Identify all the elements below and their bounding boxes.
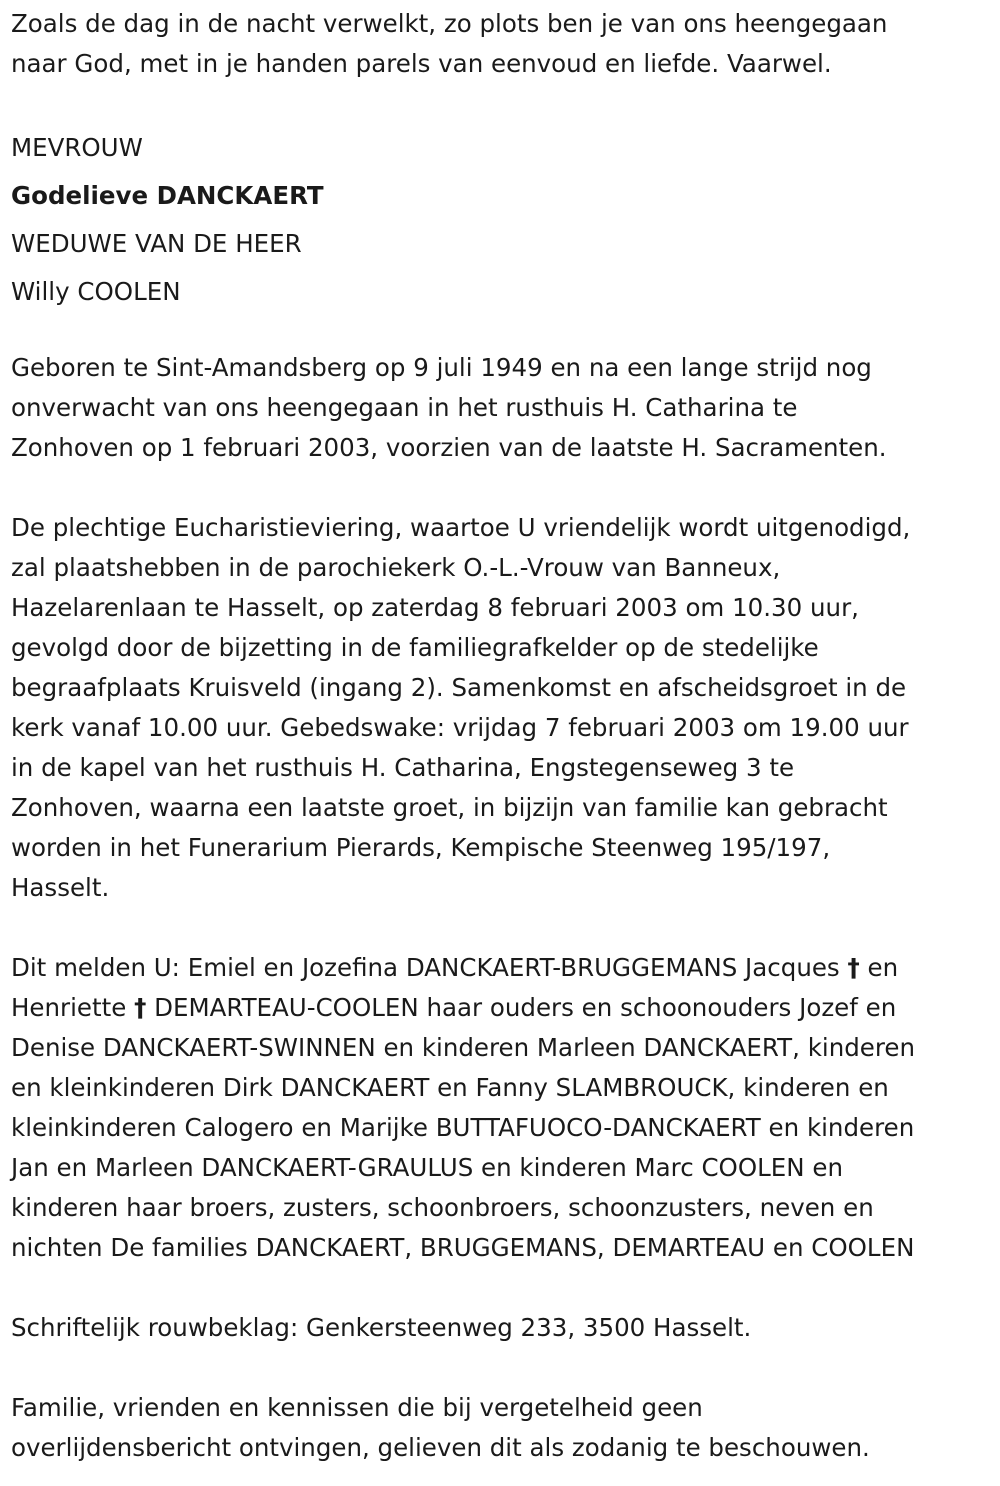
intro-line: Zoals de dag in de nacht verwelkt, zo plots ben je van ons heengegaan <box>11 9 888 38</box>
spacer <box>11 1268 985 1308</box>
paragraph-line: onverwacht van ons heengegaan in het rusthuis H. Catharina te <box>11 393 798 422</box>
announcement-paragraph <box>11 948 985 1268</box>
paragraph-line: Denise DANCKAERT-SWINNEN en kinderen Marleen DANCKAERT, kinderen <box>11 1033 915 1062</box>
paragraph-line: Hasselt. <box>11 873 110 902</box>
intro-verse <box>11 4 985 84</box>
paragraph-line: zal plaatshebben in de parochiekerk O.-L.-Vrouw van Banneux, <box>11 553 781 582</box>
paragraph-line: kerk vanaf 10.00 uur. Gebedswake: vrijdag 7 februari 2003 om 19.00 uur <box>11 713 909 742</box>
announcement-text: Dit melden U: Emiel en Jozefina DANCKAERT-BRUGGEMANS Jacques <box>11 953 840 982</box>
paragraph-line: Zonhoven, waarna een laatste groet, in bijzijn van familie kan gebracht <box>11 793 888 822</box>
intro-line: naar God, met in je handen parels van eenvoud en liefde. Vaarwel. <box>11 49 832 78</box>
paragraph-line: Zonhoven op 1 februari 2003, voorzien van de laatste H. Sacramenten. <box>11 433 887 462</box>
spacer <box>11 316 985 348</box>
ceremony-paragraph <box>11 508 985 908</box>
deceased-name: Godelieve DANCKAERT <box>11 181 324 210</box>
paragraph-line: Geboren te Sint-Amandsberg op 9 juli 1949 en na een lange strijd nog <box>11 353 872 382</box>
spouse-name: Willy COOLEN <box>11 277 181 306</box>
closing-paragraph <box>11 1388 985 1468</box>
paragraph-line: kinderen haar broers, zusters, schoonbroers, schoonzusters, neven en <box>11 1193 874 1222</box>
paragraph-line: De plechtige Eucharistieviering, waartoe U vriendelijk wordt uitgenodigd, <box>11 513 911 542</box>
deceased-title-block <box>11 124 985 316</box>
condolence-address: Schriftelijk rouwbeklag: Genkersteenweg 233, 3500 Hasselt. <box>11 1313 752 1342</box>
paragraph-line: Hazelarenlaan te Hasselt, op zaterdag 8 februari 2003 om 10.30 uur, <box>11 593 859 622</box>
paragraph-line: Familie, vrienden en kennissen die bij vergetelheid geen <box>11 1393 703 1422</box>
announcement-text: Henriette <box>11 993 127 1022</box>
spacer <box>11 1348 985 1388</box>
paragraph-line: Jan en Marleen DANCKAERT-GRAULUS en kinderen Marc COOLEN en <box>11 1153 843 1182</box>
paragraph-line: worden in het Funerarium Pierards, Kempische Steenweg 195/197, <box>11 833 831 862</box>
spacer <box>11 908 985 948</box>
paragraph-line: kleinkinderen Calogero en Marijke BUTTAFUOCO-DANCKAERT en kinderen <box>11 1113 915 1142</box>
spacer <box>11 84 985 124</box>
announcement-text: en <box>867 953 899 982</box>
cross-icon: † <box>847 953 860 982</box>
paragraph-line: nichten De families DANCKAERT, BRUGGEMANS, DEMARTEAU en COOLEN <box>11 1233 915 1262</box>
paragraph-line: begraafplaats Kruisveld (ingang 2). Samenkomst en afscheidsgroet in de <box>11 673 907 702</box>
birth-paragraph <box>11 348 985 468</box>
paragraph-line: en kleinkinderen Dirk DANCKAERT en Fanny SLAMBROUCK, kinderen en <box>11 1073 889 1102</box>
paragraph-line: overlijdensbericht ontvingen, gelieven dit als zodanig te beschouwen. <box>11 1433 870 1462</box>
honorific: MEVROUW <box>11 133 143 162</box>
spacer <box>11 468 985 508</box>
widow-status: WEDUWE VAN DE HEER <box>11 229 302 258</box>
paragraph-line <box>11 948 985 988</box>
cross-icon: † <box>134 993 147 1022</box>
announcement-text: DEMARTEAU-COOLEN haar ouders en schoonouders Jozef en <box>154 993 897 1022</box>
paragraph-line <box>11 988 985 1028</box>
paragraph-line: in de kapel van het rusthuis H. Catharina, Engstegenseweg 3 te <box>11 753 795 782</box>
paragraph-line: gevolgd door de bijzetting in de familiegrafkelder op de stedelijke <box>11 633 819 662</box>
